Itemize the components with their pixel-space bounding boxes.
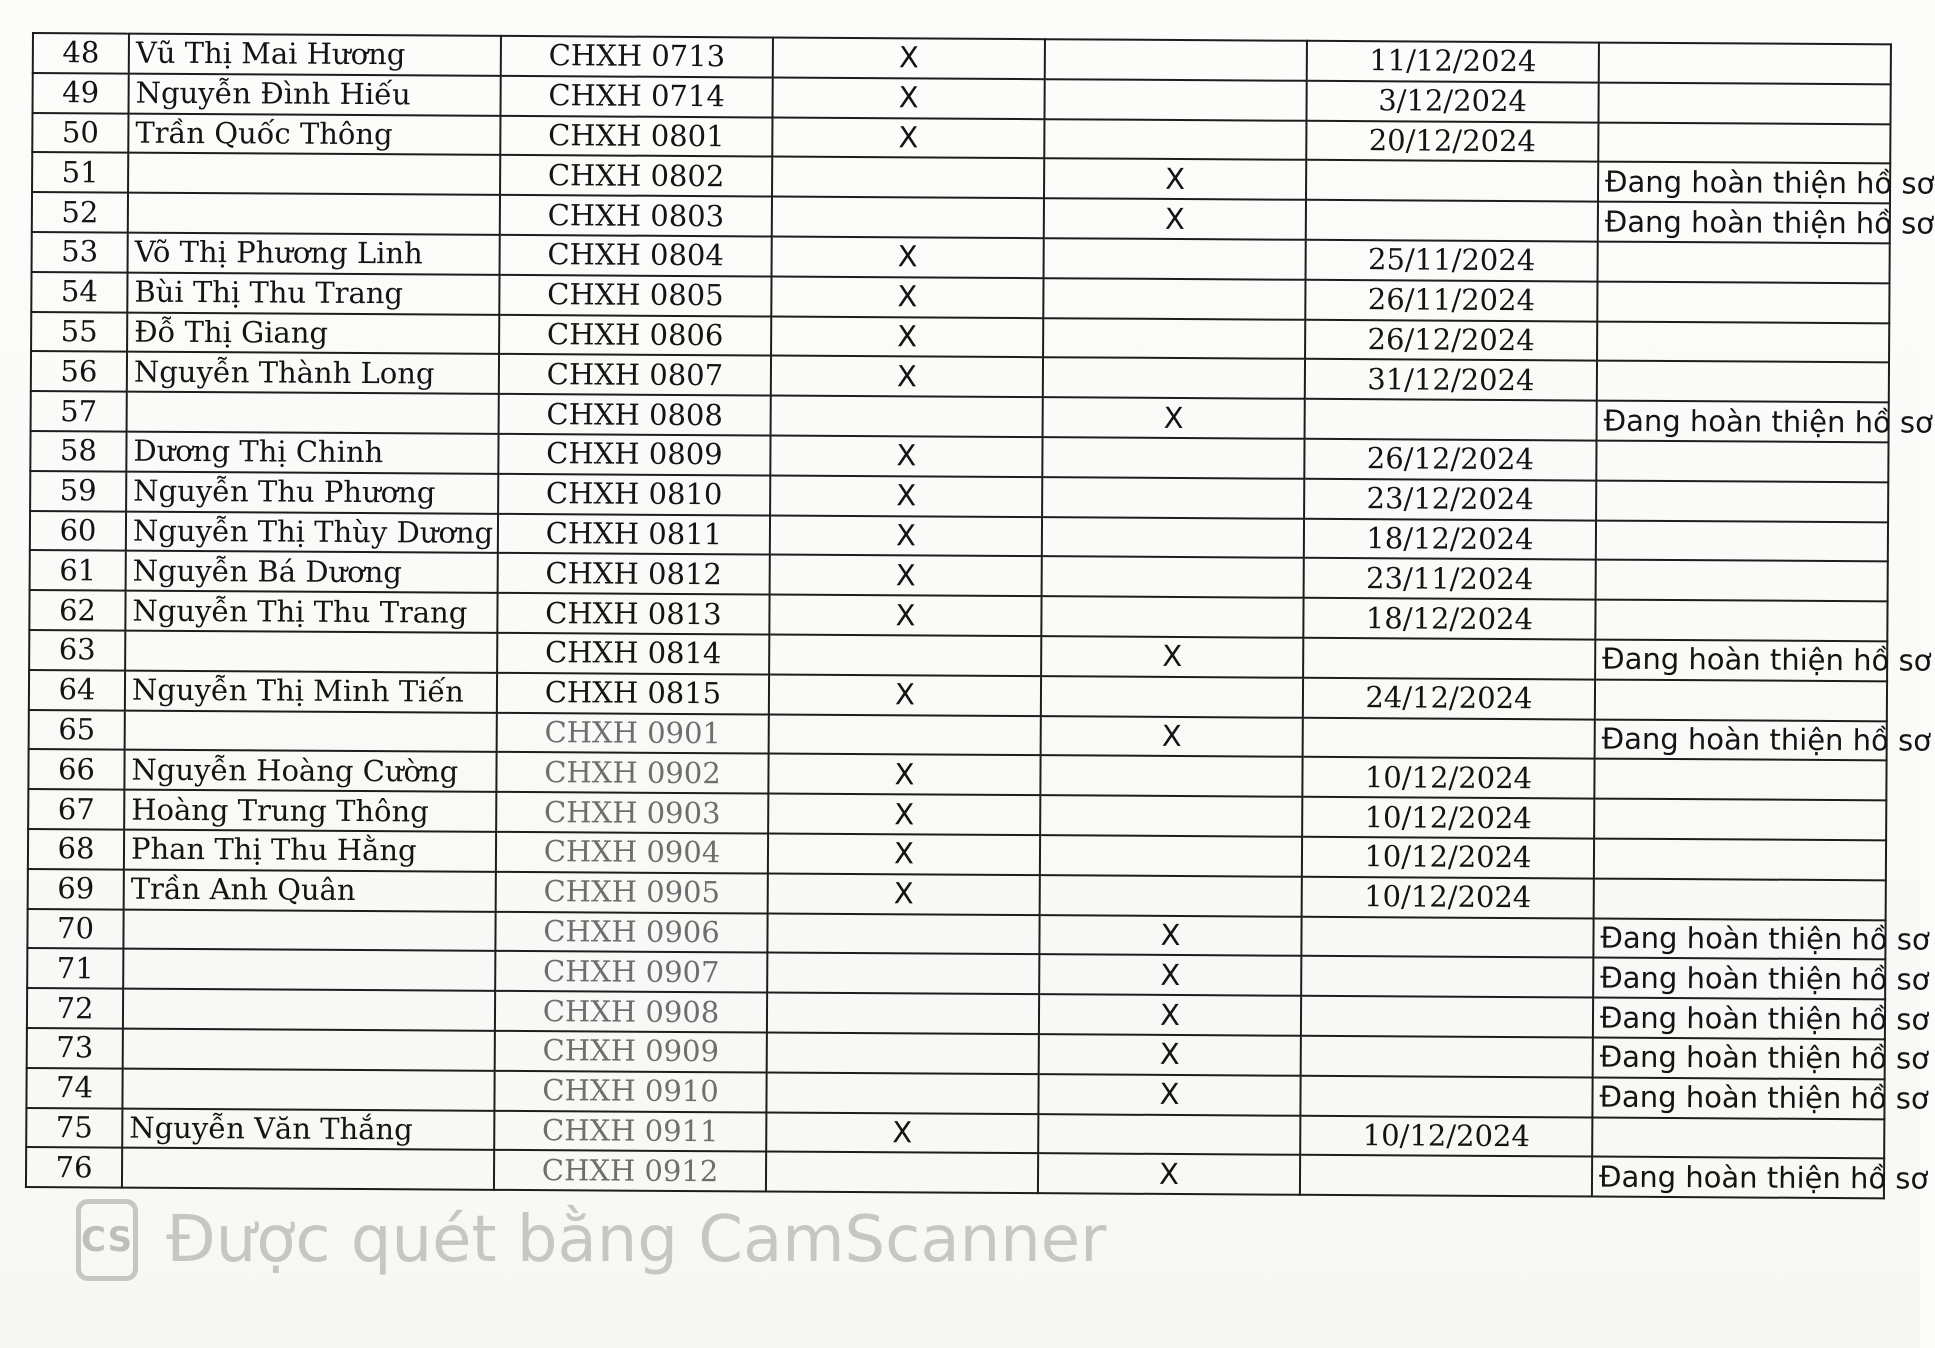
completed-mark: X — [771, 356, 1043, 397]
date-value: 11/12/2024 — [1307, 41, 1599, 83]
date-value: 10/12/2024 — [1302, 837, 1594, 879]
completed-mark: X — [770, 435, 1042, 476]
row-number: 59 — [30, 471, 126, 511]
apartment-code: CHXH 0808 — [499, 394, 771, 435]
pending-mark: X — [1044, 198, 1306, 239]
person-name: Vũ Thị Mai Hương — [129, 34, 501, 76]
date-value: 26/11/2024 — [1305, 280, 1597, 322]
row-number: 69 — [28, 869, 124, 909]
completed-mark: X — [768, 833, 1040, 874]
person-name — [122, 1148, 494, 1190]
person-name — [128, 153, 500, 195]
person-name — [123, 949, 495, 991]
note-text: Đang hoàn thiện hồ sơ — [1598, 162, 1890, 204]
completed-mark — [767, 913, 1039, 954]
pending-mark — [1042, 517, 1304, 558]
completed-mark: X — [768, 794, 1040, 835]
row-number: 54 — [31, 272, 127, 312]
date-value: 10/12/2024 — [1302, 797, 1594, 839]
apartment-code: CHXH 0807 — [499, 354, 771, 395]
note-text — [1594, 838, 1886, 880]
row-number: 70 — [27, 909, 123, 949]
date-value — [1300, 1075, 1592, 1117]
row-number: 72 — [27, 988, 123, 1028]
apartment-code: CHXH 0904 — [496, 832, 768, 873]
pending-mark — [1042, 557, 1304, 598]
apartment-code: CHXH 0815 — [497, 673, 769, 714]
date-value: 10/12/2024 — [1300, 1115, 1592, 1157]
date-value — [1303, 717, 1595, 759]
note-text: Đang hoàn thiện hồ sơ — [1597, 401, 1889, 443]
apartment-code: CHXH 0909 — [495, 1031, 767, 1072]
pending-mark — [1044, 79, 1306, 120]
person-name: Trần Anh Quân — [124, 869, 496, 911]
completed-mark — [767, 953, 1039, 994]
person-name: Nguyễn Thu Phương — [126, 471, 498, 513]
person-name: Trần Quốc Thông — [128, 113, 500, 155]
row-number: 62 — [29, 590, 125, 630]
note-text — [1596, 480, 1888, 522]
person-name: Nguyễn Hoàng Cường — [124, 750, 496, 792]
person-name: Nguyễn Bá Dương — [126, 551, 498, 593]
person-name: Nguyễn Thành Long — [127, 352, 499, 394]
apartment-code: CHXH 0805 — [499, 275, 771, 316]
note-text — [1596, 520, 1888, 562]
row-number: 65 — [29, 710, 125, 750]
note-text — [1596, 560, 1888, 602]
pending-mark — [1042, 477, 1304, 518]
row-number: 67 — [28, 789, 124, 829]
row-number: 73 — [27, 1028, 123, 1068]
note-text — [1598, 122, 1890, 164]
pending-mark: X — [1038, 1074, 1300, 1115]
date-value — [1306, 160, 1598, 202]
pending-mark — [1043, 278, 1305, 319]
row-number: 52 — [32, 192, 128, 232]
row-number: 74 — [26, 1068, 122, 1108]
note-text — [1594, 759, 1886, 801]
person-name: Nguyễn Thị Thùy Dương — [126, 511, 498, 553]
apartment-code: CHXH 0802 — [500, 155, 772, 196]
person-name — [122, 1068, 494, 1110]
row-number: 48 — [33, 33, 129, 73]
row-number: 55 — [31, 312, 127, 352]
completed-mark: X — [772, 237, 1044, 278]
pending-mark — [1040, 795, 1302, 836]
pending-mark — [1044, 238, 1306, 279]
date-value — [1301, 916, 1593, 958]
person-name: Phan Thị Thu Hằng — [124, 830, 496, 872]
pending-mark: X — [1039, 994, 1301, 1035]
pending-mark: X — [1044, 159, 1306, 200]
row-number: 51 — [32, 152, 128, 192]
apartment-code: CHXH 0911 — [494, 1110, 766, 1151]
pending-mark — [1043, 358, 1305, 399]
completed-mark: X — [772, 77, 1044, 118]
apartment-code: CHXH 0905 — [496, 872, 768, 913]
pending-mark — [1042, 437, 1304, 478]
apartment-code: CHXH 0912 — [494, 1150, 766, 1191]
completed-mark: X — [772, 117, 1044, 158]
person-name: Bùi Thị Thu Trang — [127, 272, 499, 314]
completed-mark: X — [769, 674, 1041, 715]
date-value: 23/11/2024 — [1304, 558, 1596, 600]
date-value: 24/12/2024 — [1303, 678, 1595, 720]
date-value: 26/12/2024 — [1305, 319, 1597, 361]
person-name: Nguyễn Thị Thu Trang — [125, 591, 497, 633]
date-value — [1301, 996, 1593, 1038]
completed-mark: X — [770, 515, 1042, 556]
date-value — [1301, 956, 1593, 998]
completed-mark: X — [766, 1112, 1038, 1153]
date-value: 18/12/2024 — [1303, 598, 1595, 640]
apartment-code: CHXH 0814 — [497, 633, 769, 674]
date-value: 23/12/2024 — [1304, 479, 1596, 521]
apartment-code: CHXH 0910 — [494, 1071, 766, 1112]
person-name — [128, 193, 500, 235]
completed-mark: X — [773, 38, 1045, 79]
row-number: 53 — [32, 232, 128, 272]
apartment-code: CHXH 0803 — [500, 195, 772, 236]
pending-mark: X — [1041, 716, 1303, 757]
date-value: 25/11/2024 — [1306, 240, 1598, 282]
apartment-code: CHXH 0906 — [495, 911, 767, 952]
pending-mark — [1044, 119, 1306, 160]
apartment-code: CHXH 0907 — [495, 951, 767, 992]
completed-mark: X — [770, 475, 1042, 516]
row-number: 68 — [28, 829, 124, 869]
apartment-code: CHXH 0713 — [501, 36, 773, 77]
date-value — [1303, 638, 1595, 680]
note-text: Đang hoàn thiện hồ sơ — [1598, 202, 1890, 244]
date-value: 3/12/2024 — [1306, 81, 1598, 123]
row-number: 57 — [31, 391, 127, 431]
apartment-code: CHXH 0806 — [499, 314, 771, 355]
completed-mark — [767, 1032, 1039, 1073]
note-text — [1597, 321, 1889, 363]
person-name: Hoàng Trung Thông — [124, 790, 496, 832]
pending-mark: X — [1039, 1034, 1301, 1075]
completed-mark — [771, 396, 1043, 437]
pending-mark: X — [1043, 397, 1305, 438]
note-text — [1598, 82, 1890, 124]
apartment-code: CHXH 0902 — [496, 752, 768, 793]
completed-mark: X — [771, 276, 1043, 317]
pending-mark: X — [1038, 1153, 1300, 1194]
completed-mark: X — [771, 316, 1043, 357]
person-name — [125, 710, 497, 752]
person-name — [125, 631, 497, 673]
completed-mark — [772, 157, 1044, 198]
completed-mark — [769, 634, 1041, 675]
pending-mark — [1041, 676, 1303, 717]
pending-mark — [1038, 1114, 1300, 1155]
date-value: 20/12/2024 — [1306, 120, 1598, 162]
row-number: 58 — [30, 431, 126, 471]
note-text: Đang hoàn thiện hồ sơ — [1595, 719, 1887, 761]
date-value: 18/12/2024 — [1304, 518, 1596, 560]
pending-mark: X — [1041, 636, 1303, 677]
completed-mark — [766, 1152, 1038, 1193]
row-number: 56 — [31, 351, 127, 391]
apartment-code: CHXH 0903 — [496, 792, 768, 833]
row-number: 76 — [26, 1147, 122, 1187]
note-text: Đang hoàn thiện hồ sơ — [1593, 1037, 1885, 1079]
apartment-code: CHXH 0901 — [497, 712, 769, 753]
pending-mark — [1040, 756, 1302, 797]
person-name: Võ Thị Phương Linh — [128, 233, 500, 275]
camscanner-watermark — [76, 1195, 1107, 1285]
row-number: 64 — [29, 670, 125, 710]
watermark-text: Được quét bằng CamScanner — [166, 1203, 1107, 1277]
apartment-code: CHXH 0809 — [498, 434, 770, 475]
pending-mark: X — [1039, 954, 1301, 995]
person-name — [123, 1028, 495, 1070]
date-value: 26/12/2024 — [1304, 439, 1596, 481]
note-text — [1592, 1117, 1884, 1159]
completed-mark: X — [768, 873, 1040, 914]
pending-mark — [1043, 318, 1305, 359]
apartment-code: CHXH 0813 — [497, 593, 769, 634]
completed-mark — [772, 197, 1044, 238]
apartment-code: CHXH 0908 — [495, 991, 767, 1032]
apartment-code: CHXH 0810 — [498, 474, 770, 515]
completed-mark — [766, 1072, 1038, 1113]
records-table-body — [26, 33, 1935, 1198]
date-value — [1305, 399, 1597, 441]
camscanner-logo-icon: CS — [76, 1199, 138, 1281]
apartment-code: CHXH 0804 — [500, 235, 772, 276]
date-value: 31/12/2024 — [1305, 359, 1597, 401]
completed-mark — [769, 714, 1041, 755]
person-name: Đỗ Thị Giang — [127, 312, 499, 354]
row-number: 63 — [29, 630, 125, 670]
note-text — [1597, 361, 1889, 403]
pending-mark: X — [1039, 915, 1301, 956]
pending-mark — [1040, 875, 1302, 916]
completed-mark: X — [770, 555, 1042, 596]
note-text — [1596, 441, 1888, 483]
pending-mark — [1040, 835, 1302, 876]
row-number: 71 — [27, 948, 123, 988]
date-value: 10/12/2024 — [1302, 877, 1594, 919]
note-text: Đang hoàn thiện hồ sơ — [1592, 1077, 1884, 1119]
note-text: Đang hoàn thiện hồ sơ — [1595, 640, 1887, 682]
apartment-code: CHXH 0801 — [500, 115, 772, 156]
note-text: Đang hoàn thiện hồ sơ — [1593, 998, 1885, 1040]
person-name: Nguyễn Thị Minh Tiến — [125, 670, 497, 712]
date-value — [1301, 1036, 1593, 1078]
note-text — [1594, 799, 1886, 841]
note-text: Đang hoàn thiện hồ sơ — [1592, 1157, 1884, 1199]
note-text — [1598, 242, 1890, 284]
apartment-code: CHXH 0812 — [498, 553, 770, 594]
note-text: Đang hoàn thiện hồ sơ — [1593, 918, 1885, 960]
note-text — [1595, 679, 1887, 721]
note-text — [1599, 43, 1891, 85]
row-number: 60 — [30, 511, 126, 551]
note-text — [1595, 600, 1887, 642]
completed-mark: X — [769, 595, 1041, 636]
person-name — [123, 909, 495, 951]
apartment-code: CHXH 0714 — [500, 76, 772, 117]
note-text: Đang hoàn thiện hồ sơ — [1593, 958, 1885, 1000]
person-name: Nguyễn Văn Thắng — [122, 1108, 494, 1150]
row-number: 49 — [33, 73, 129, 113]
date-value — [1300, 1155, 1592, 1197]
records-table — [25, 32, 1935, 1199]
date-value: 10/12/2024 — [1302, 757, 1594, 799]
note-text — [1594, 878, 1886, 920]
person-name — [123, 989, 495, 1031]
completed-mark: X — [768, 754, 1040, 795]
pending-mark — [1045, 39, 1307, 80]
person-name — [127, 392, 499, 434]
date-value — [1306, 200, 1598, 242]
pending-mark — [1041, 596, 1303, 637]
person-name: Nguyễn Đình Hiếu — [129, 73, 501, 115]
row-number: 66 — [28, 749, 124, 789]
person-name: Dương Thị Chinh — [126, 432, 498, 474]
row-number: 61 — [30, 550, 126, 590]
note-text — [1597, 281, 1889, 323]
completed-mark — [767, 993, 1039, 1034]
row-number: 75 — [26, 1108, 122, 1148]
apartment-code: CHXH 0811 — [498, 513, 770, 554]
row-number: 50 — [32, 113, 128, 153]
